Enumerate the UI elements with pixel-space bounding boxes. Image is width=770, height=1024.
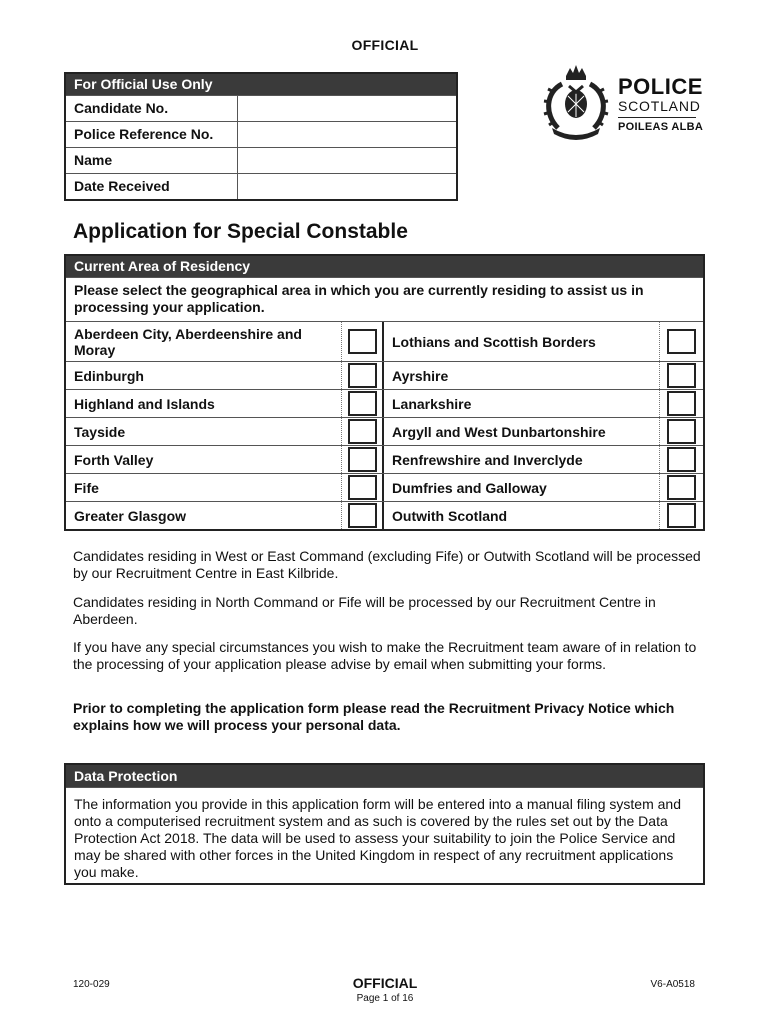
official-use-row — [66, 121, 456, 147]
residency-table — [64, 254, 705, 531]
police-reference-label: Police Reference No. — [66, 122, 238, 147]
area-checkbox[interactable] — [667, 391, 696, 416]
logo-divider — [618, 117, 696, 118]
area-checkbox-cell — [342, 390, 384, 417]
area-checkbox-cell — [342, 322, 384, 361]
name-label: Name — [66, 148, 238, 173]
special-circumstances-paragraph: If you have any special circumstances you wish to make the Recruitment team aware of in relation to the processing of your application please advise by email when submitting your forms. — [73, 639, 697, 672]
area-checkbox[interactable] — [667, 447, 696, 472]
official-use-row — [66, 147, 456, 173]
residency-header: Current Area of Residency — [66, 256, 703, 277]
area-checkbox-cell — [660, 418, 703, 445]
form-code: 120-029 — [73, 979, 110, 990]
area-checkbox-cell — [660, 362, 703, 389]
area-checkbox[interactable] — [667, 329, 696, 354]
area-checkbox-cell — [342, 362, 384, 389]
area-label: Outwith Scotland — [384, 502, 660, 529]
name-field[interactable] — [238, 148, 456, 173]
police-reference-field[interactable] — [238, 122, 456, 147]
area-checkbox[interactable] — [667, 419, 696, 444]
official-use-header: For Official Use Only — [66, 74, 456, 95]
date-received-label: Date Received — [66, 174, 238, 199]
privacy-notice-paragraph: Prior to completing the application form please read the Recruitment Privacy Notice which explains how we will process your personal data. — [73, 700, 675, 733]
area-label: Tayside — [66, 418, 342, 445]
area-label: Forth Valley — [66, 446, 342, 473]
processing-paragraph-north: Candidates residing in North Command or Fife will be processed by our Recruitment Centre in Aberdeen. — [73, 594, 656, 627]
area-checkbox-cell — [660, 474, 703, 501]
area-checkbox-cell — [342, 502, 384, 529]
police-scotland-logo — [540, 62, 710, 140]
area-checkbox[interactable] — [348, 447, 377, 472]
page-number: Page 1 of 16 — [356, 993, 414, 1004]
area-label: Argyll and West Dunbartonshire — [384, 418, 660, 445]
area-checkbox[interactable] — [348, 475, 377, 500]
logo-police-text: POLICE — [618, 74, 703, 99]
data-protection-box — [64, 763, 705, 885]
area-checkbox-cell — [660, 502, 703, 529]
candidate-no-label: Candidate No. — [66, 96, 238, 121]
area-label: Lanarkshire — [384, 390, 660, 417]
area-label: Renfrewshire and Inverclyde — [384, 446, 660, 473]
table-row — [66, 361, 703, 389]
area-checkbox[interactable] — [348, 419, 377, 444]
logo-scotland-text: SCOTLAND — [618, 98, 701, 114]
official-use-row — [66, 95, 456, 121]
area-checkbox-cell — [342, 418, 384, 445]
date-received-field[interactable] — [238, 174, 456, 199]
table-row — [66, 473, 703, 501]
page-title: Application for Special Constable — [73, 220, 408, 243]
table-row — [66, 389, 703, 417]
area-checkbox[interactable] — [667, 363, 696, 388]
table-row — [66, 501, 703, 529]
table-row — [66, 321, 703, 361]
area-label: Highland and Islands — [66, 390, 342, 417]
area-checkbox[interactable] — [348, 329, 377, 354]
area-checkbox[interactable] — [667, 475, 696, 500]
area-checkbox[interactable] — [667, 503, 696, 528]
security-marking-top: OFFICIAL — [351, 37, 419, 53]
data-protection-header: Data Protection — [66, 765, 703, 787]
official-use-row — [66, 173, 456, 199]
security-marking-bottom: OFFICIAL — [352, 975, 418, 991]
area-checkbox[interactable] — [348, 503, 377, 528]
area-label: Dumfries and Galloway — [384, 474, 660, 501]
candidate-no-field[interactable] — [238, 96, 456, 121]
logo-alba-text: POILEAS ALBA — [618, 121, 704, 133]
version-code: V6-A0518 — [650, 979, 695, 990]
table-row — [66, 417, 703, 445]
processing-paragraph-west-east: Candidates residing in West or East Command (excluding Fife) or Outwith Scotland will be processed by our Recruitment Centre in East Kilbride. — [73, 548, 701, 581]
area-checkbox-cell — [660, 446, 703, 473]
area-label: Greater Glasgow — [66, 502, 342, 529]
area-label: Aberdeen City, Aberdeenshire and Moray — [66, 322, 342, 361]
area-checkbox-cell — [660, 322, 703, 361]
area-checkbox-cell — [342, 474, 384, 501]
area-checkbox-cell — [342, 446, 384, 473]
area-checkbox[interactable] — [348, 363, 377, 388]
data-protection-text: The information you provide in this application form will be entered into a manual filing system and onto a computerised recruitment system and as such is covered by the rules set out by the Data Protection Act 2018. The data will be used to assess your suitability to join the Police Service and may be shared with other forces in the United Kingdom in respect of any recruitment applications you make. — [66, 787, 703, 881]
residency-instruction: Please select the geographical area in which you are currently residing to assist us in processing your application. — [66, 277, 703, 321]
area-label: Edinburgh — [66, 362, 342, 389]
table-row — [66, 445, 703, 473]
area-label: Fife — [66, 474, 342, 501]
area-label: Ayrshire — [384, 362, 660, 389]
area-checkbox-cell — [660, 390, 703, 417]
logo-wordmark — [618, 76, 703, 133]
area-label: Lothians and Scottish Borders — [384, 322, 660, 361]
official-use-table — [64, 72, 458, 201]
area-checkbox[interactable] — [348, 391, 377, 416]
police-crest-icon — [540, 62, 612, 140]
